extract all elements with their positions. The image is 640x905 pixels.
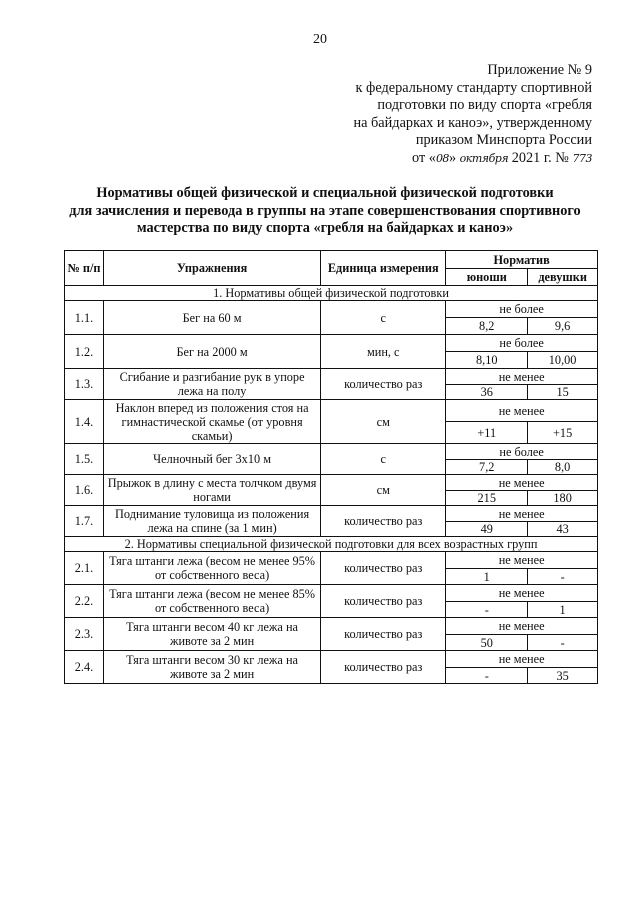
value-boys: 50 [446, 635, 528, 651]
requirement: не менее [446, 585, 598, 602]
row-number: 1.2. [65, 335, 104, 369]
value-girls: 180 [528, 491, 598, 506]
unit: количество раз [321, 651, 446, 684]
document-title [40, 185, 610, 238]
header-unit: Единица измерения [321, 251, 446, 286]
requirement: не менее [446, 475, 598, 491]
norms-table [64, 250, 598, 684]
unit: с [321, 301, 446, 335]
requirement: не менее [446, 651, 598, 668]
value-girls: 15 [528, 385, 598, 400]
header-exercise: Упражнения [103, 251, 320, 286]
exercise-name: Тяга штанги лежа (весом не менее 85% от собственного веса) [103, 585, 320, 618]
unit: количество раз [321, 552, 446, 585]
appendix-line: приказом Минспорта России [415, 132, 592, 148]
order-day: 08 [435, 151, 449, 165]
value-boys: 36 [446, 385, 528, 400]
value-boys: 215 [446, 491, 528, 506]
value-girls: 43 [528, 522, 598, 537]
row-number: 1.6. [65, 475, 104, 506]
unit: количество раз [321, 369, 446, 400]
unit: количество раз [321, 506, 446, 537]
row-number: 1.1. [65, 301, 104, 335]
order-prefix: от « [412, 149, 436, 166]
requirement: не менее [446, 552, 598, 569]
order-date-line [292, 150, 592, 168]
order-month: октября [459, 151, 509, 165]
unit: количество раз [321, 618, 446, 651]
requirement: не более [446, 335, 598, 352]
table-row [65, 335, 598, 352]
unit: см [321, 475, 446, 506]
table-row [65, 475, 598, 491]
row-number: 2.4. [65, 651, 104, 684]
table-row [65, 369, 598, 385]
table-header-row [65, 251, 598, 269]
value-girls: 10,00 [528, 352, 598, 369]
appendix-line: подготовки по виду спорта «гребля [377, 97, 592, 113]
table-row [65, 651, 598, 668]
requirement: не менее [446, 618, 598, 635]
appendix-line: на байдарках и каноэ», утвержденному [353, 114, 592, 131]
exercise-name: Тяга штанги весом 40 кг лежа на животе за 2 мин [103, 618, 320, 651]
row-number: 1.7. [65, 506, 104, 537]
row-number: 1.4. [65, 400, 104, 444]
exercise-name: Поднимание туловища из положения лежа на спине (за 1 мин) [103, 506, 320, 537]
table-row [65, 618, 598, 635]
value-boys: 1 [446, 569, 528, 585]
exercise-name: Тяга штанги весом 30 кг лежа на животе за 2 мин [103, 651, 320, 684]
requirement: не более [446, 301, 598, 318]
row-number: 1.3. [65, 369, 104, 400]
row-number: 1.5. [65, 444, 104, 475]
title-line: Нормативы общей физической и специальной физической подготовки [96, 185, 554, 201]
value-girls: - [528, 569, 598, 585]
value-girls: 9,6 [528, 318, 598, 335]
appendix-line: Приложение № 9 [487, 62, 592, 78]
value-boys: 8,10 [446, 352, 528, 369]
exercise-name: Тяга штанги лежа (весом не менее 95% от собственного веса) [103, 552, 320, 585]
value-girls: 1 [528, 602, 598, 618]
exercise-name: Сгибание и разгибание рук в упоре лежа на полу [103, 369, 320, 400]
value-girls: 8,0 [528, 460, 598, 475]
table-row [65, 552, 598, 569]
row-number: 2.3. [65, 618, 104, 651]
requirement: не более [446, 444, 598, 460]
row-number: 2.2. [65, 585, 104, 618]
appendix-block [292, 62, 592, 167]
table-row [65, 506, 598, 522]
value-girls: 35 [528, 668, 598, 684]
requirement: не менее [446, 506, 598, 522]
unit: см [321, 400, 446, 444]
order-year: 2021 г. № [511, 149, 569, 166]
exercise-name: Бег на 2000 м [103, 335, 320, 369]
exercise-name: Челночный бег 3х10 м [103, 444, 320, 475]
section-row [65, 537, 598, 552]
table-row [65, 444, 598, 460]
requirement: не менее [446, 369, 598, 385]
value-boys: 8,2 [446, 318, 528, 335]
header-girls: девушки [528, 269, 598, 286]
exercise-name: Прыжок в длину с места толчком двумя ногами [103, 475, 320, 506]
section-row [65, 286, 598, 301]
title-line: для зачисления и перевода в группы на этапе совершенствования спортивного [69, 202, 581, 219]
value-boys: 49 [446, 522, 528, 537]
order-number: 773 [572, 151, 592, 165]
value-girls: +15 [528, 422, 598, 444]
order-mid: » [448, 149, 457, 166]
value-boys: 7,2 [446, 460, 528, 475]
appendix-line: к федеральному стандарту спортивной [355, 79, 592, 96]
value-boys: +11 [446, 422, 528, 444]
header-boys: юноши [446, 269, 528, 286]
section-title: 1. Нормативы общей физической подготовки [65, 286, 598, 301]
title-line: мастерства по виду спорта «гребля на байдарках и каноэ» [136, 220, 514, 236]
value-girls: - [528, 635, 598, 651]
section-title: 2. Нормативы специальной физической подготовки для всех возрастных групп [65, 537, 598, 552]
unit: мин, с [321, 335, 446, 369]
page-number: 20 [313, 32, 327, 47]
value-boys: - [446, 668, 528, 684]
table-row [65, 301, 598, 318]
exercise-name: Бег на 60 м [103, 301, 320, 335]
value-boys: - [446, 602, 528, 618]
table-row [65, 400, 598, 422]
exercise-name: Наклон вперед из положения стоя на гимнастической скамье (от уровня скамьи) [103, 400, 320, 444]
row-number: 2.1. [65, 552, 104, 585]
requirement: не менее [446, 400, 598, 422]
unit: с [321, 444, 446, 475]
table-body [65, 286, 598, 684]
unit: количество раз [321, 585, 446, 618]
table-row [65, 585, 598, 602]
header-num: № п/п [65, 251, 104, 286]
header-norm: Норматив [446, 251, 598, 269]
